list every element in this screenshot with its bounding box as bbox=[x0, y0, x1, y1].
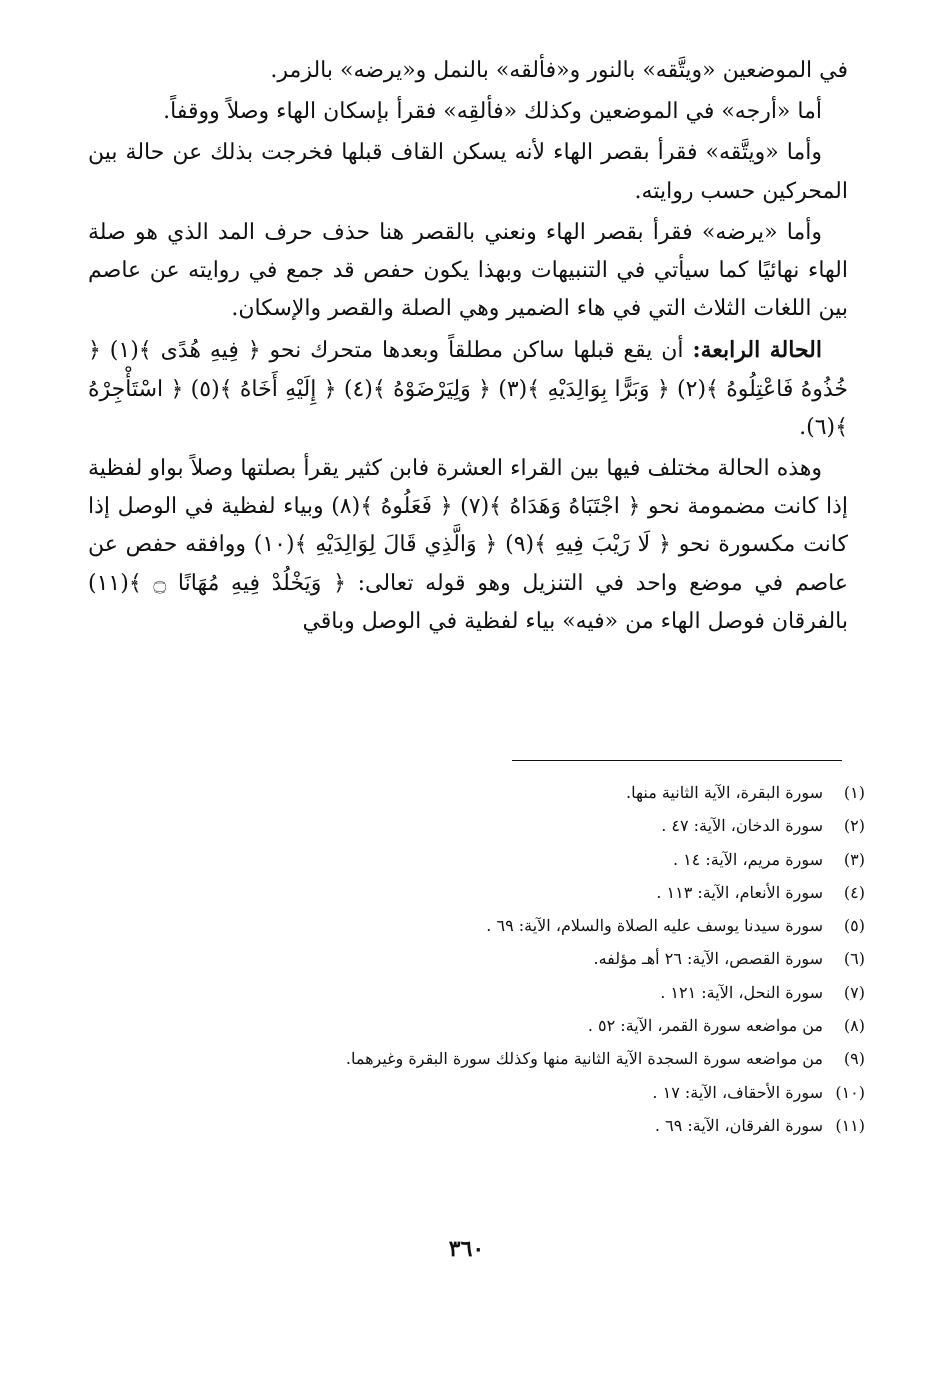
case-text: أن يقع قبلها ساكن مطلقاً وبعدها متحرك نحو ﴿ فِيهِ هُدًى ﴾(١) ﴿ خُذُوهُ فَاعْتِلُوهُ ﴾(٢) ﴿ وَبَرًّا بِوَالِدَيْهِ ﴾(٣) ﴿ وَلِيَرْضَوْهُ ﴾(٤) ﴿ إِلَيْهِ أَخَاهُ ﴾(٥) ﴿ اسْتَأْجِرْهُ ﴾(٦). bbox=[88, 338, 849, 440]
paragraph-4: وأما «يرضه» فقرأ بقصر الهاء ونعني بالقصر هنا حذف حرف المد الذي هو صلة الهاء نهائيًا كما سيأتي في التنبيهات وبهذا يكون حفص قد جمع في روايته عن عاصم بين اللغات الثلاث التي في هاء الضمير وهي الصلة والقصر والإسكان. bbox=[88, 219, 848, 322]
footnote-number: (١٠) bbox=[835, 1082, 865, 1102]
footnote-divider bbox=[512, 760, 842, 761]
footnote-number: (٧) bbox=[843, 982, 865, 1002]
footnote bbox=[200, 1042, 865, 1075]
footnote-text: سورة الفرقان، الآية: ٦٩ . bbox=[654, 1115, 823, 1135]
footnote bbox=[200, 776, 865, 809]
footnote-text: سورة الأنعام، الآية: ١١٣ . bbox=[656, 882, 823, 902]
footnote-text: سورة مريم، الآية: ١٤ . bbox=[672, 849, 823, 869]
footnote bbox=[200, 809, 865, 842]
footnote-text: من مواضعه سورة القمر، الآية: ٥٢ . bbox=[587, 1016, 823, 1036]
main-text bbox=[88, 52, 848, 641]
footnote-number: (٨) bbox=[843, 1016, 865, 1036]
footnote bbox=[200, 1009, 865, 1042]
footnote bbox=[200, 843, 865, 876]
paragraph-3: وأما «ويتَّقه» فقرأ بقصر الهاء لأنه يسكن القاف قبلها فخرجت بذلك عن حالة بين المحركين حسب روايته. bbox=[88, 140, 848, 204]
footnote-number: (٢) bbox=[843, 816, 865, 836]
footnote bbox=[200, 909, 865, 942]
footnote-number: (١) bbox=[843, 783, 865, 802]
footnote bbox=[200, 876, 865, 909]
footnote-number: (١١) bbox=[835, 1115, 865, 1135]
footnote-number: (٤) bbox=[843, 882, 865, 902]
page-number: ٣٦٠ bbox=[448, 1236, 485, 1262]
footnote-text: سورة النحل، الآية: ١٢١ . bbox=[660, 982, 823, 1002]
footnote bbox=[200, 1076, 865, 1109]
footnote-number: (٣) bbox=[843, 849, 865, 869]
footnote-number: (٩) bbox=[843, 1049, 865, 1069]
footnote bbox=[200, 942, 865, 975]
footnote-text: سورة سيدنا يوسف عليه الصلاة والسلام، الآية: ٦٩ . bbox=[486, 916, 823, 936]
paragraph-2: أما «أرجه» في الموضعين وكذلك «فألقِه» فقرأ بإسكان الهاء وصلاً ووقفاً. bbox=[163, 99, 822, 125]
paragraph-closing: وهذه الحالة مختلف فيها بين القراء العشرة فابن كثير يقرأ بصلتها وصلاً بواو لفظية إذا كانت مضمومة نحو ﴿ اجْتَبَاهُ وَهَدَاهُ ﴾(٧) ﴿ فَعَلُوهُ ﴾(٨) وبياء لفظية في الوصل إذا كانت مكسورة نحو ﴿ لَا رَيْبَ فِيهِ ﴾(٩) ﴿ وَالَّذِي قَالَ لِوَالِدَيْهِ ﴾(١٠) ووافقه حفص عن عاصم في موضع واحد في التنزيل وهو قوله تعالى: ﴿ وَيَخْلُدْ فِيهِ مُهَانًا ۝ ﴾(١١) بالفرقان فوصل الهاء من «فيه» بياء لفظية في الوصل وباقي bbox=[88, 456, 849, 634]
footnote bbox=[200, 1109, 865, 1142]
footnote-text: سورة البقرة، الآية الثانية منها. bbox=[626, 783, 823, 802]
footnote-text: سورة الدخان، الآية: ٤٧ . bbox=[661, 816, 823, 836]
footnote-number: (٥) bbox=[843, 916, 865, 936]
paragraph-case-four bbox=[88, 331, 848, 447]
footnotes-list bbox=[200, 776, 865, 1142]
footnote-number: (٦) bbox=[843, 949, 865, 969]
footnote-text: سورة القصص، الآية: ٢٦ أهـ مؤلفه. bbox=[593, 949, 823, 969]
case-heading: الحالة الرابعة: bbox=[692, 337, 822, 364]
paragraph-1: في الموضعين «ويتَّقه» بالنور و«فألقه» بالنمل و«يرضه» بالزمر. bbox=[270, 58, 848, 83]
footnote bbox=[200, 976, 865, 1009]
footnote-text: من مواضعه سورة السجدة الآية الثانية منها وكذلك سورة البقرة وغيرهما. bbox=[345, 1049, 823, 1069]
footnote-text: سورة الأحقاف، الآية: ١٧ . bbox=[652, 1082, 823, 1102]
